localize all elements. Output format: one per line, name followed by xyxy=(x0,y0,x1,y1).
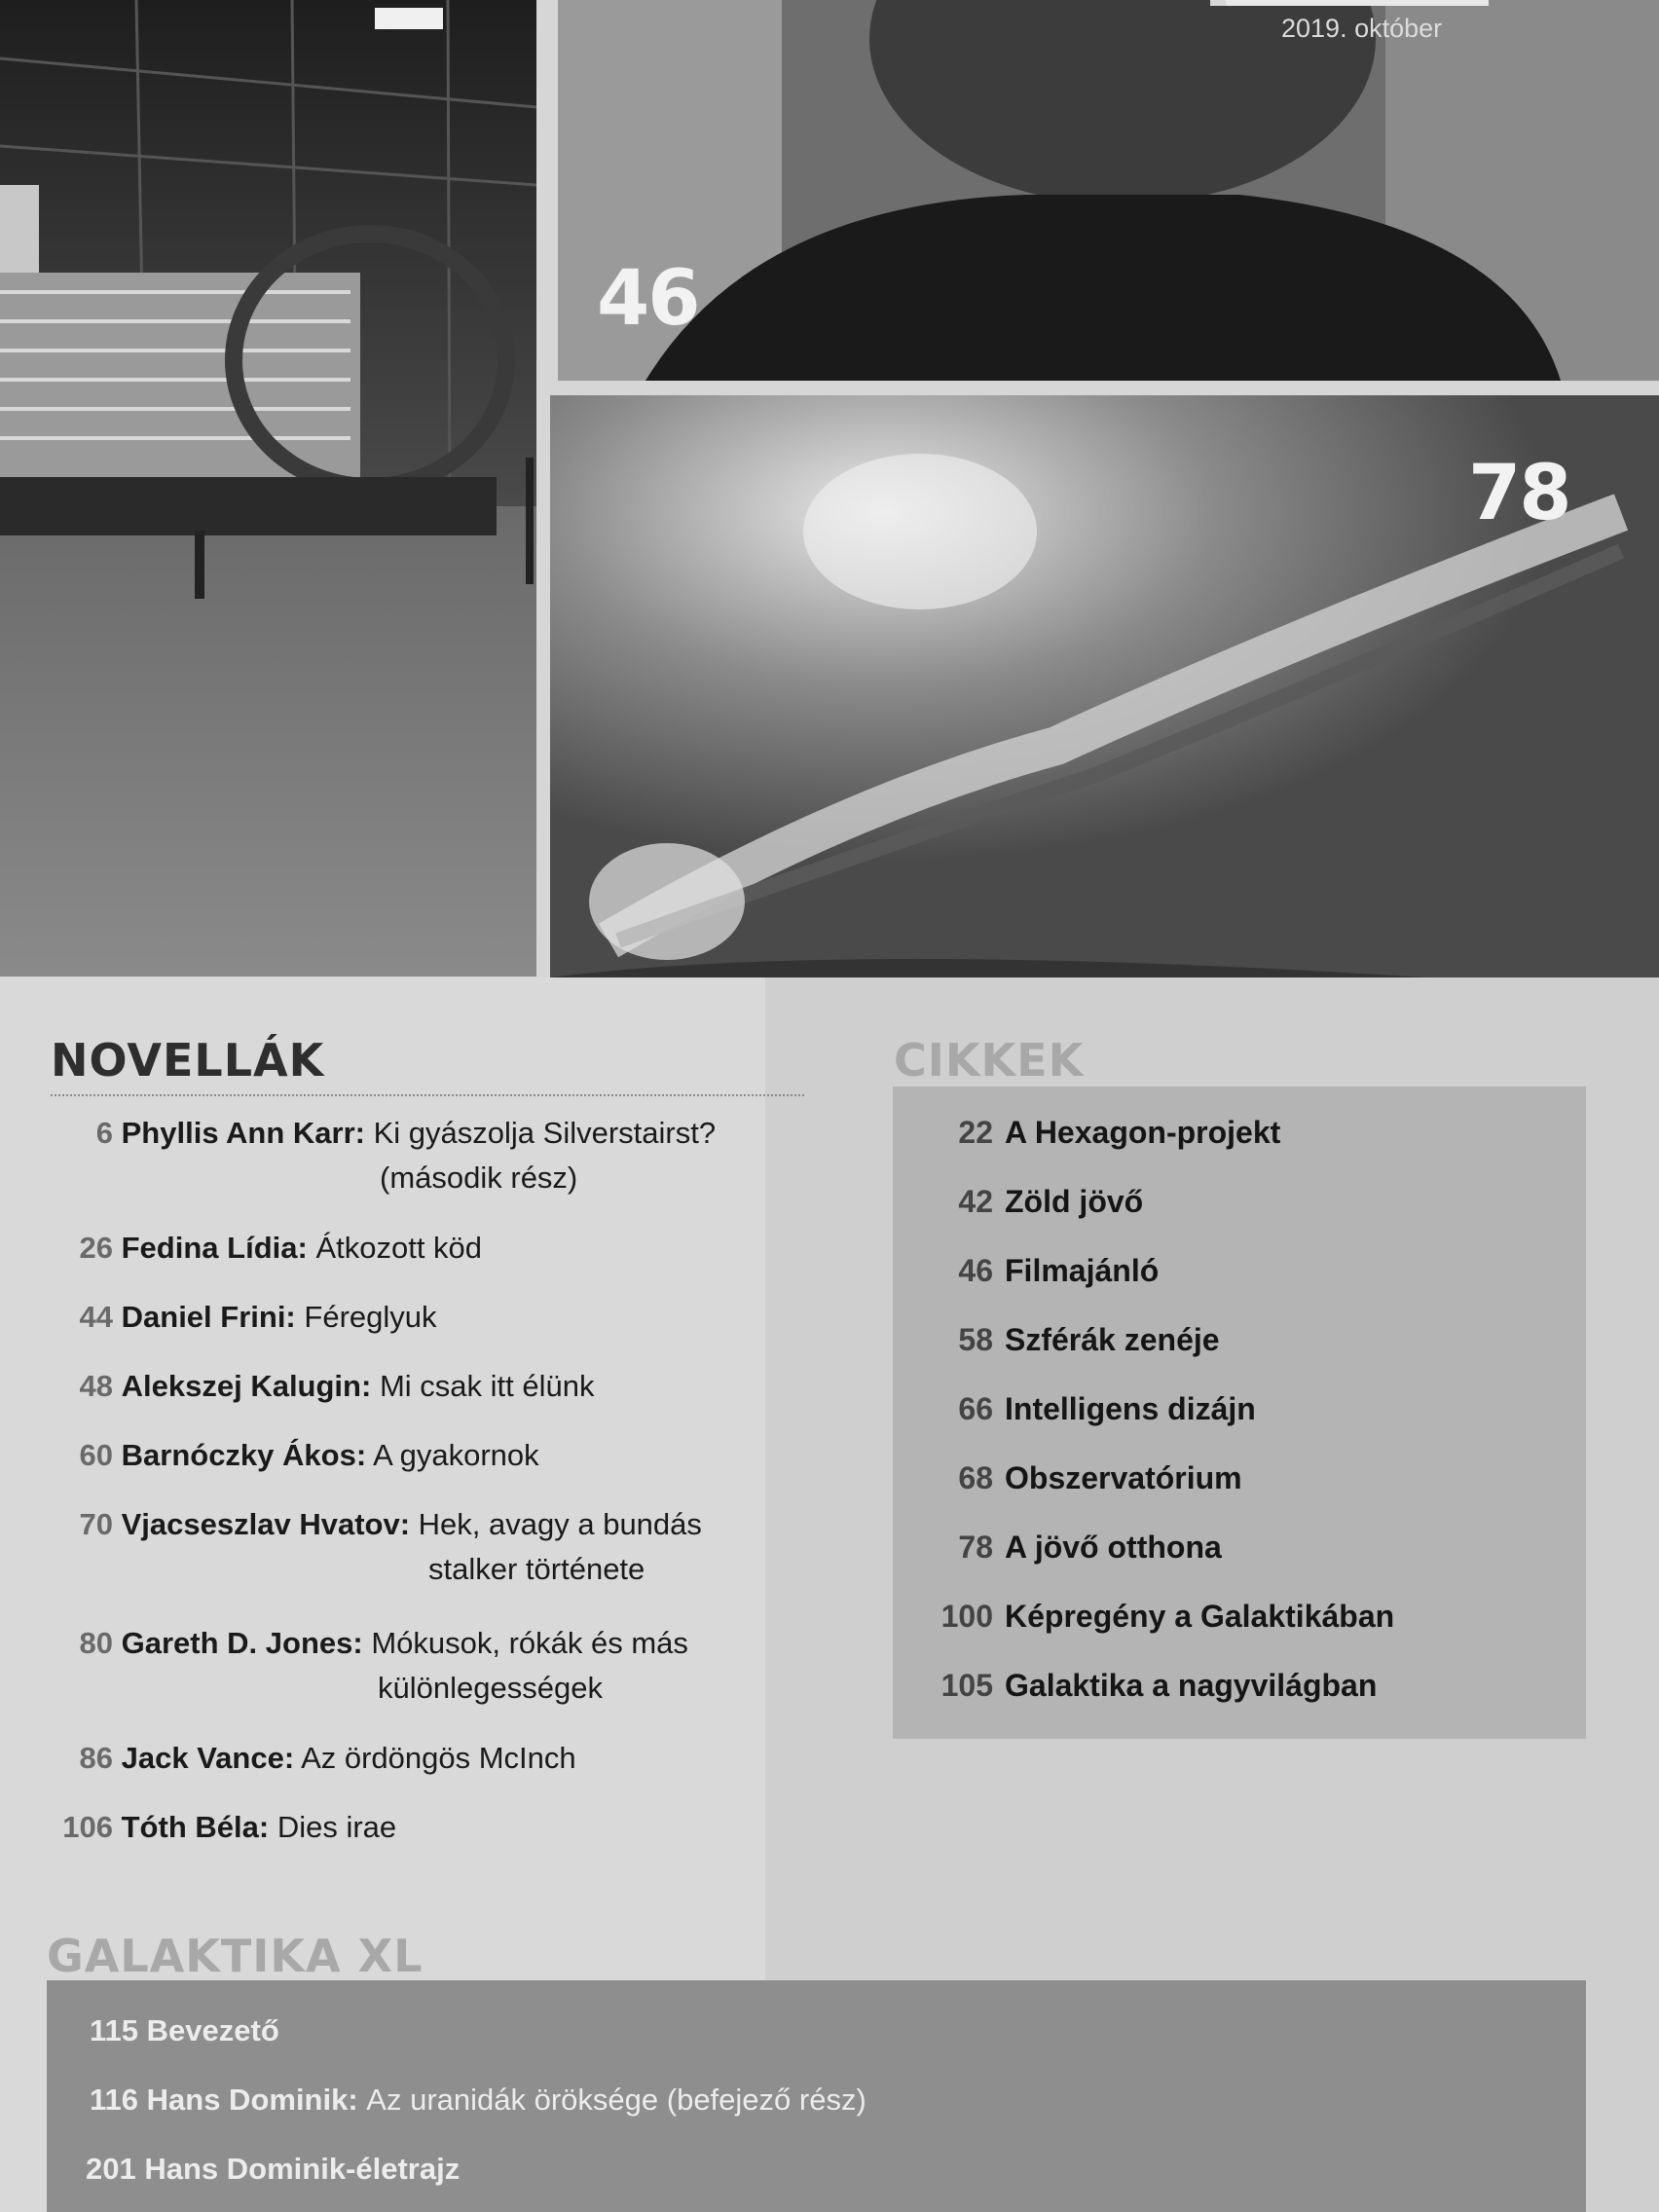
xl-page-number: 115 xyxy=(90,2013,139,2047)
toc-entry[interactable] xyxy=(51,1432,539,1479)
article-page-number: 46 xyxy=(958,1253,993,1288)
toc-title: Dies irae xyxy=(276,1810,397,1844)
xl-entry[interactable] xyxy=(86,2152,460,2187)
photo-page-number: 78 xyxy=(1468,450,1570,537)
toc-page-number: 80 xyxy=(79,1626,113,1660)
xl-author: Hans Dominik: xyxy=(146,2083,358,2117)
article-entry[interactable] xyxy=(896,1599,1394,1635)
toc-entry[interactable] xyxy=(51,1294,437,1341)
section-title-galaktika-xl: GALAKTIKA XL xyxy=(47,1930,424,1982)
toc-title: Hek, avagy a bundás xyxy=(418,1507,702,1541)
xl-page-number: 116 xyxy=(90,2083,139,2117)
toc-entry[interactable] xyxy=(51,1501,702,1548)
section-divider xyxy=(51,1094,804,1096)
article-page-number: 42 xyxy=(958,1184,993,1219)
toc-title-continuation: (második rész) xyxy=(380,1161,578,1195)
toc-entry[interactable] xyxy=(51,1735,576,1782)
article-entry[interactable] xyxy=(896,1530,1222,1566)
toc-title: A gyakornok xyxy=(373,1438,539,1472)
toc-author: Gareth D. Jones: xyxy=(121,1626,363,1660)
article-page-number: 78 xyxy=(958,1530,993,1565)
article-title: Filmajánló xyxy=(1005,1253,1160,1288)
date-bar xyxy=(1226,0,1489,6)
article-title: Galaktika a nagyvilágban xyxy=(1005,1668,1378,1703)
toc-author: Alekszej Kalugin: xyxy=(121,1369,372,1403)
toc-page-number: 86 xyxy=(79,1741,113,1775)
toc-entry[interactable] xyxy=(51,1225,482,1272)
section-title-novellak: NOVELLÁK xyxy=(51,1034,325,1087)
article-title: Képregény a Galaktikában xyxy=(1005,1599,1395,1634)
article-entry[interactable] xyxy=(896,1460,1242,1496)
toc-title: Átkozott köd xyxy=(315,1231,483,1265)
toc-title-continuation: különlegességek xyxy=(378,1671,603,1705)
toc-entry[interactable] xyxy=(51,1363,594,1410)
article-page-number: 68 xyxy=(958,1460,993,1495)
toc-entry[interactable] xyxy=(51,1620,688,1667)
toc-author: Fedina Lídia: xyxy=(121,1231,308,1265)
xl-title: Bevezető xyxy=(146,2013,279,2047)
toc-page-number: 106 xyxy=(62,1810,113,1844)
toc-title: Ki gyászolja Silverstairst? xyxy=(373,1116,717,1150)
toc-author: Phyllis Ann Karr: xyxy=(121,1116,365,1150)
issue-date: 2019. október xyxy=(1281,14,1443,43)
toc-author: Tóth Béla: xyxy=(121,1810,270,1844)
xl-entry[interactable] xyxy=(90,2083,866,2118)
article-title: Obszervatórium xyxy=(1005,1460,1242,1495)
article-title: A Hexagon-projekt xyxy=(1005,1115,1281,1150)
article-page-number: 66 xyxy=(958,1391,993,1426)
toc-title: Mókusok, rókák és más xyxy=(371,1626,688,1660)
article-entry[interactable] xyxy=(896,1115,1280,1151)
section-title-cikkek: CIKKEK xyxy=(894,1034,1085,1087)
article-title: Szférák zenéje xyxy=(1005,1322,1220,1357)
article-title: Zöld jövő xyxy=(1005,1184,1144,1219)
toc-title-continuation: stalker története xyxy=(428,1552,645,1586)
toc-author: Vjacseszlav Hvatov: xyxy=(121,1507,411,1541)
toc-page-number: 44 xyxy=(79,1300,113,1334)
article-page-number: 100 xyxy=(940,1599,993,1634)
toc-entry[interactable] xyxy=(51,1110,716,1157)
article-page-number: 22 xyxy=(958,1115,993,1150)
article-title: Intelligens dizájn xyxy=(1005,1391,1256,1426)
toc-title: Mi csak itt élünk xyxy=(379,1369,595,1403)
article-entry[interactable] xyxy=(896,1322,1220,1358)
toc-page-number: 70 xyxy=(79,1507,113,1541)
toc-title: Féreglyuk xyxy=(304,1300,437,1334)
article-entry[interactable] xyxy=(896,1253,1159,1289)
toc-page-number: 26 xyxy=(79,1231,113,1265)
article-title: A jövő otthona xyxy=(1005,1530,1222,1565)
toc-page-number: 6 xyxy=(95,1116,113,1150)
toc-title: Az ördöngös McInch xyxy=(301,1741,576,1775)
photo-page-number: 46 xyxy=(597,255,699,343)
xl-title: Hans Dominik-életrajz xyxy=(144,2152,461,2186)
article-entry[interactable] xyxy=(896,1668,1377,1704)
photo-film-still-man xyxy=(558,0,1659,381)
toc-author: Daniel Frini: xyxy=(121,1300,296,1334)
toc-author: Jack Vance: xyxy=(121,1741,295,1775)
toc-entry[interactable] xyxy=(51,1804,396,1851)
article-page-number: 105 xyxy=(940,1668,993,1703)
article-page-number: 58 xyxy=(958,1322,993,1357)
toc-page-number: 60 xyxy=(79,1438,113,1472)
photo-hangar-machine xyxy=(0,0,536,977)
xl-entry[interactable] xyxy=(90,2013,279,2048)
xl-title: Az uranidák öröksége (befejező rész) xyxy=(366,2083,866,2117)
toc-page-number: 48 xyxy=(79,1369,113,1403)
article-entry[interactable] xyxy=(896,1391,1256,1427)
xl-page-number: 201 xyxy=(86,2152,136,2186)
toc-author: Barnóczky Ákos: xyxy=(121,1438,367,1472)
article-entry[interactable] xyxy=(896,1184,1143,1220)
